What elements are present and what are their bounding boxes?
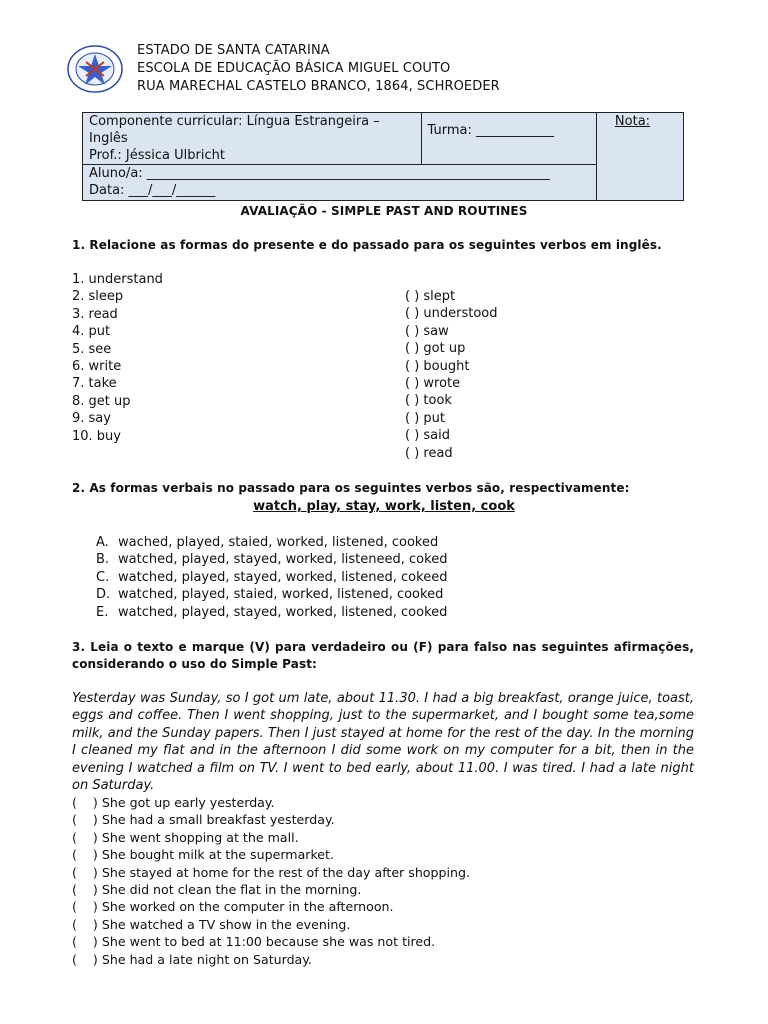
question-2-title: 2. As formas verbais no passado para os seguintes verbos são, respectivamente: [72,481,630,495]
answer-choice[interactable] [96,534,447,551]
grade-cell[interactable] [596,113,683,201]
true-false-statement[interactable]: ( ) She had a small breakfast yesterday. [72,812,335,828]
student-cell[interactable] [83,165,597,201]
true-false-list [72,794,470,968]
true-false-statement[interactable]: ( ) She watched a TV show in the evening. [72,916,351,932]
past-verb-option[interactable]: ( ) wrote [405,376,461,392]
past-verb-option[interactable]: ( ) bought [405,358,470,374]
question-3-title: 3. Leia o texto e marque (V) para verdadeiro ou (F) para falso nas seguintes afirmações, considerando o uso do Simple Past: [72,640,694,672]
choice-letter: E. [96,604,109,620]
choice-text: wached, played, staied, worked, listened, cooked [118,535,439,550]
present-verb-item: 3. read [72,306,118,322]
answer-choices [96,534,447,621]
verbs-list: watch, play, stay, work, listen, cook [253,499,515,514]
reading-text: Yesterday was Sunday, so I got um late, about 11.30. I had a big breakfast, orange juice, toast, eggs and coffee. Then I went shopping, just to the supermarket, and I bought some tea,some milk, and the Sunday papers. Then I just stayed at home for the rest of the day. In the morning I cleaned my flat and in the afternoon I did some work on my computer for a bit, then in the evening I watched a film on TV. I went to bed early, about 11.00. I was tired. I had a late night on Saturday. [72,691,694,794]
choice-text: watched, played, stayed, worked, listeneed, coked [118,552,448,568]
present-verb-item: 10. buy [72,428,121,444]
header-address: RUA MARECHAL CASTELO BRANCO, 1864, SCHROEDER [137,79,500,94]
choice-text: watched, played, stayed, worked, listened, cooked [118,604,448,620]
past-verb-option[interactable]: ( ) said [405,428,451,444]
present-verb-item: 7. take [72,376,117,392]
past-verb-option[interactable]: ( ) saw [405,323,449,339]
choice-letter: A. [96,535,109,550]
question-1-title: 1. Relacione as formas do presente e do passado para os seguintes verbos em inglês. [72,238,662,252]
true-false-statement[interactable]: ( ) She went to bed at 11:00 because she was not tired. [72,934,436,950]
answer-choice[interactable] [96,586,447,603]
course-cell [83,113,422,165]
header-state: ESTADO DE SANTA CATARINA [137,43,330,58]
true-false-statement[interactable]: ( ) She stayed at home for the rest of the day after shopping. [72,864,470,880]
class-cell[interactable] [421,113,596,165]
present-verb-item: 9. say [72,411,111,427]
past-verb-option[interactable]: ( ) took [405,393,452,409]
true-false-statement[interactable]: ( ) She had a late night on Saturday. [72,951,312,967]
student-info-table [82,112,684,201]
header-school: ESCOLA DE EDUCAÇÃO BÁSICA MIGUEL COUTO [137,61,451,76]
true-false-statement[interactable]: ( ) She bought milk at the supermarket. [72,847,334,863]
answer-choice[interactable] [96,569,447,586]
choice-letter: B. [96,552,110,568]
choice-text: watched, played, stayed, worked, listened, cokeed [118,569,448,585]
present-verb-item: 6. write [72,359,122,375]
present-verb-item: 8. get up [72,393,131,409]
true-false-statement[interactable]: ( ) She went shopping at the mall. [72,829,299,845]
class-field[interactable]: Turma: ____________ [427,123,555,138]
present-verb-item: 2. sleep [72,289,124,305]
school-logo [66,44,124,94]
choice-text: watched, played, staied, worked, listened, cooked [118,587,444,603]
choice-letter: C. [96,569,110,585]
present-verb-item: 1. understand [72,272,163,287]
true-false-statement[interactable]: ( ) She did not clean the flat in the morning. [72,882,362,898]
course-label: Componente curricular: Língua Estrangeira – Inglês [89,114,380,146]
past-verb-option[interactable]: ( ) put [405,410,445,426]
answer-choice[interactable] [96,604,447,621]
past-verb-option[interactable]: ( ) read [405,445,453,461]
page-title: AVALIAÇÃO - SIMPLE PAST AND ROUTINES [240,204,528,218]
student-name-field[interactable]: Aluno/a: ______________________________________________________________ [89,166,550,181]
answer-choice[interactable] [96,551,447,568]
present-verb-item: 5. see [72,341,112,357]
grade-label: Nota: [614,114,651,129]
true-false-statement[interactable]: ( ) She got up early yesterday. [72,795,275,810]
past-verb-option[interactable]: ( ) slept [405,289,456,304]
teacher-label: Prof.: Jéssica Ulbricht [89,148,225,163]
past-verb-option[interactable]: ( ) got up [405,341,466,357]
present-verb-item: 4. put [72,324,111,340]
present-verbs-list [72,271,163,445]
past-verbs-list [405,288,498,462]
date-field[interactable]: Data: ___/___/______ [89,183,216,198]
true-false-statement[interactable]: ( ) She worked on the computer in the afternoon. [72,899,394,915]
choice-letter: D. [96,587,111,603]
past-verb-option[interactable]: ( ) understood [405,306,498,322]
